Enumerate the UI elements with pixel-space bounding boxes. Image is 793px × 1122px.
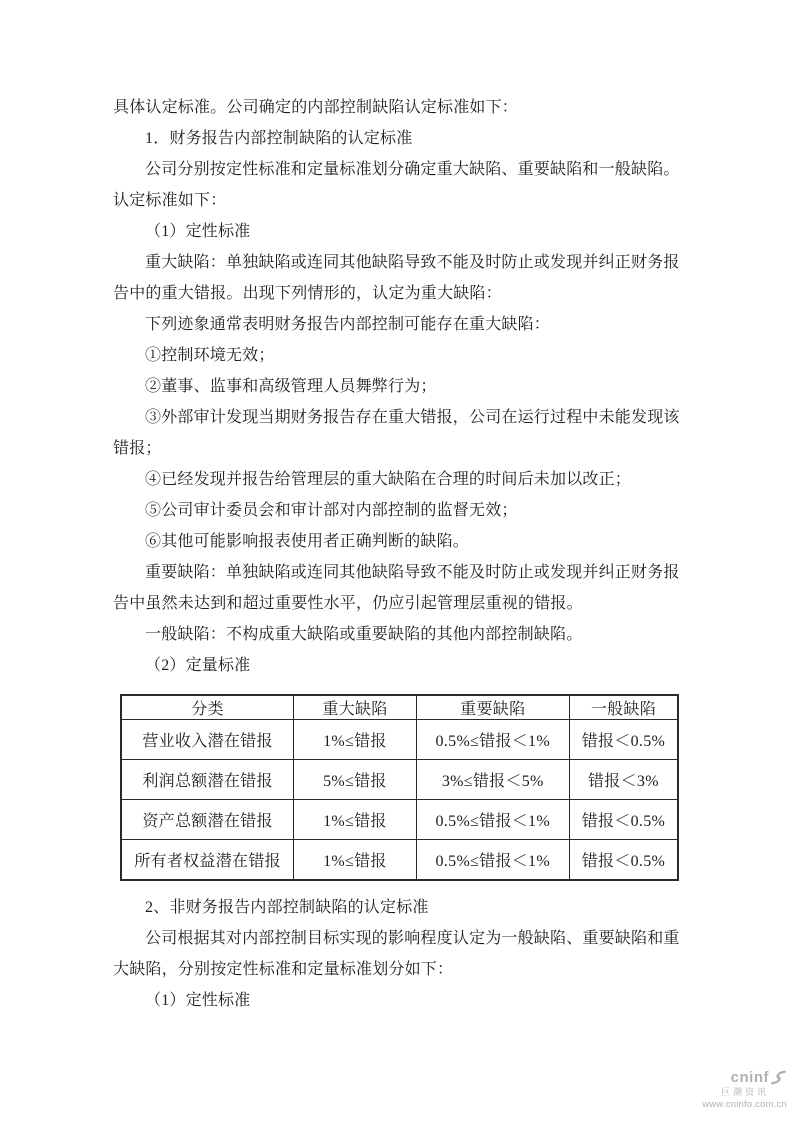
table-cell: 资产总额潜在错报 (121, 799, 294, 839)
text-line: 2、非财务报告内部控制缺陷的认定标准 (145, 899, 429, 916)
table-cell: 错报＜0.5% (569, 720, 678, 760)
text-line: ③外部审计发现当期财务报告存在重大错报，公司在运行过程中未能发现该 (145, 409, 680, 426)
quantitative-standards-table (120, 694, 679, 881)
table-cell: 0.5%≤错报＜1% (416, 799, 569, 839)
text-line: ①控制环境无效； (145, 347, 275, 364)
table-cell: 利润总额潜在错报 (121, 759, 294, 799)
text-line: 一般缺陷：不构成重大缺陷或重要缺陷的其他内部控制缺陷。 (145, 626, 583, 643)
table-header-cell: 一般缺陷 (569, 695, 678, 720)
text-line: ②董事、监事和高级管理人员舞弊行为； (145, 378, 437, 395)
text-line: 1．财务报告内部控制缺陷的认定标准 (145, 130, 413, 147)
table-body (121, 720, 678, 881)
table-header-cell: 分类 (121, 695, 294, 720)
table-header-row (121, 695, 678, 720)
table-cell: 0.5%≤错报＜1% (416, 720, 569, 760)
table-cell: 所有者权益潜在错报 (121, 839, 294, 880)
cninfo-url: www.cninfo.com.cn (702, 1098, 787, 1110)
table-cell: 营业收入潜在错报 (121, 720, 294, 760)
text-line: ⑤公司审计委员会和审计部对内部控制的监督无效； (145, 502, 518, 519)
table-row (121, 799, 678, 839)
table-cell: 错报＜3% (569, 759, 678, 799)
text-line: 大缺陷，分别按定性标准和定量标准划分如下： (113, 961, 454, 978)
text-line: （1）定性标准 (145, 992, 251, 1009)
text-line: 认定标准如下： (113, 192, 227, 209)
cninfo-logo-text: cninf (730, 1068, 769, 1086)
text-line: 公司根据其对内部控制目标实现的影响程度认定为一般缺陷、重要缺陷和重 (145, 930, 680, 947)
table-row (121, 720, 678, 760)
text-line: 重要缺陷：单独缺陷或连同其他缺陷导致不能及时防止或发现并纠正财务报 (145, 564, 680, 581)
cninfo-brand-row (702, 1069, 787, 1086)
text-line: 公司分别按定性标准和定量标准划分确定重大缺陷、重要缺陷和一般缺陷。 (145, 161, 680, 178)
table-cell: 错报＜0.5% (569, 799, 678, 839)
table-cell: 5%≤错报 (294, 759, 417, 799)
cninfo-watermark (702, 1069, 787, 1110)
table-cell: 0.5%≤错报＜1% (416, 839, 569, 880)
table-header-cell: 重要缺陷 (416, 695, 569, 720)
table-header-cell: 重大缺陷 (294, 695, 417, 720)
cninfo-subtitle: 巨潮资讯 (720, 1086, 769, 1097)
table-cell: 3%≤错报＜5% (416, 759, 569, 799)
text-line: ⑥其他可能影响报表使用者正确判断的缺陷。 (145, 533, 470, 550)
text-line: 具体认定标准。公司确定的内部控制缺陷认定标准如下： (113, 99, 519, 116)
table-cell: 1%≤错报 (294, 839, 417, 880)
table-cell: 1%≤错报 (294, 720, 417, 760)
text-line: 下列迹象通常表明财务报告内部控制可能存在重大缺陷： (145, 316, 551, 333)
text-line: （1）定性标准 (145, 223, 251, 240)
text-line: （2）定量标准 (145, 657, 251, 674)
table-cell: 1%≤错报 (294, 799, 417, 839)
text-line: 错报； (113, 440, 162, 457)
table-cell: 错报＜0.5% (569, 839, 678, 880)
table-row (121, 839, 678, 880)
cninfo-swirl-icon (770, 1069, 787, 1086)
text-line: 告中虽然未达到和超过重要性水平，仍应引起管理层重视的错报。 (113, 595, 583, 612)
table-row (121, 759, 678, 799)
paragraph-block-after-table (113, 892, 681, 1016)
text-line: 重大缺陷：单独缺陷或连同其他缺陷导致不能及时防止或发现并纠正财务报 (145, 254, 680, 271)
text-line: 告中的重大错报。出现下列情形的，认定为重大缺陷： (113, 285, 502, 302)
text-line: ④已经发现并报告给管理层的重大缺陷在合理的时间后未加以改正； (145, 471, 632, 488)
paragraph-block-before-table (113, 92, 681, 681)
